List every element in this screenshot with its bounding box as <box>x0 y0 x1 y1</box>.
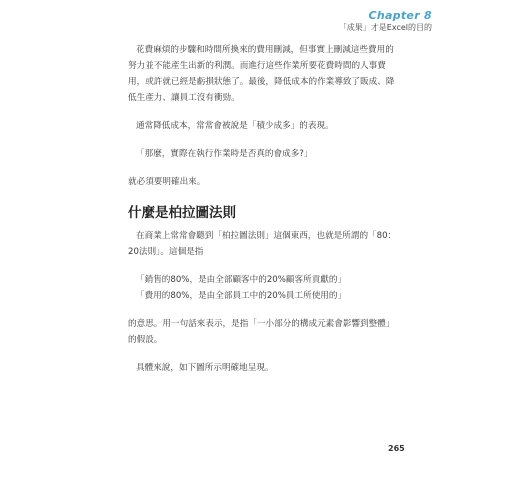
quote-line: 「銷售的80%，是由全部顧客中的20%顧客所貢獻的」 <box>136 275 347 285</box>
paragraph: 「那麼，實際在執行作業時是否真的會成多?」 <box>136 149 313 159</box>
paragraph: 就必須要明確出來。 <box>128 177 206 187</box>
page-number: 265 <box>388 444 405 453</box>
chapter-label: Chapter 8 <box>368 9 432 22</box>
paragraph-line: 努力並不能產生出新的利潤。而進行這些作業所要花費時間的人事費 <box>128 61 386 71</box>
quote-line: 「費用的80%，是由全部員工中的20%員工所使用的」 <box>136 291 347 301</box>
paragraph-line: 花費麻煩的步驟和時間所換來的費用刪減，但事實上刪減這些費用的 <box>136 45 394 55</box>
paragraph-line: 用，或許就已經是虧損狀態了。最後，降低成本的作業導致了販成、降 <box>128 77 395 87</box>
paragraph: 通常降低成本，常常會被說是「積少成多」的表現。 <box>136 121 334 131</box>
chapter-subtitle: 「成果」才是Excel的目的 <box>338 23 432 32</box>
paragraph-line: 的假設。 <box>128 335 163 345</box>
running-header <box>339 10 432 33</box>
paragraph-line: 的意思。用一句話來表示，是指「一小部分的構成元素會影響到整體」 <box>128 319 395 329</box>
paragraph-line: 低生產力、讓員工沒有衝勁。 <box>128 93 240 103</box>
section-heading: 什麼是柏拉圖法則 <box>128 205 236 221</box>
body-text <box>128 42 410 376</box>
paragraph: 具體來說，如下圖所示明確地呈現。 <box>136 363 274 373</box>
paragraph-line: 在商業上常常會聽到「柏拉圖法則」這個東西，也就是所謂的「80： <box>136 231 397 241</box>
paragraph-line: 20法則」。這個是指 <box>128 247 204 257</box>
